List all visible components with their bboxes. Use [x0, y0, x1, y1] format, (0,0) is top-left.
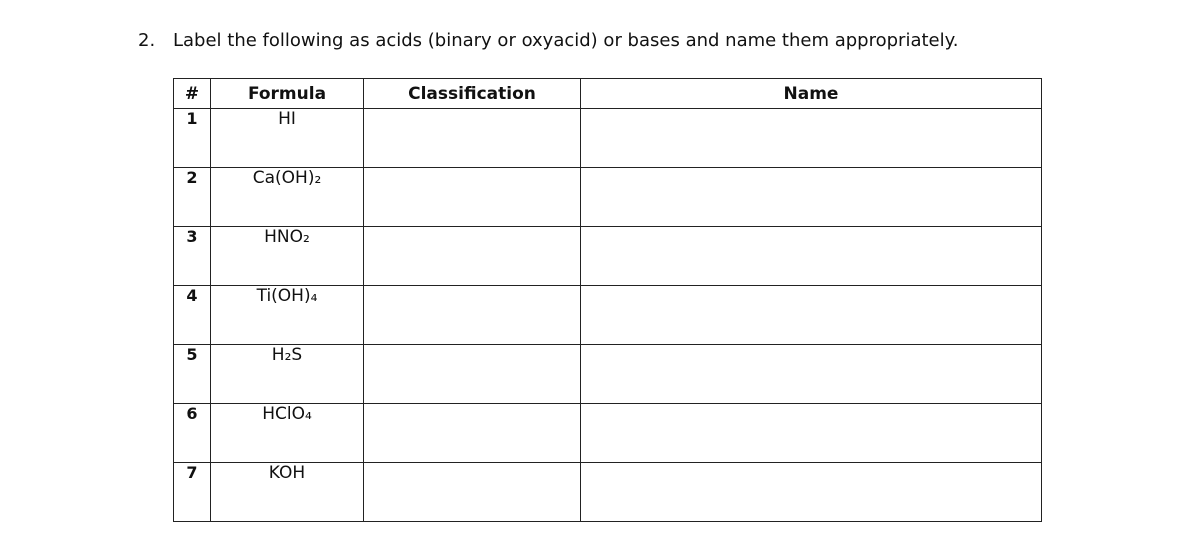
formula-text: Ti(OH)₄	[256, 286, 318, 306]
row-number: 4	[174, 286, 211, 345]
question-prompt	[138, 29, 958, 53]
formula-text: H₂S	[271, 345, 303, 365]
formula-cell	[211, 463, 364, 522]
row-number: 1	[174, 109, 211, 168]
name-cell[interactable]	[581, 345, 1042, 404]
table-row	[174, 345, 1042, 404]
formula-text: Ca(OH)₂	[252, 168, 322, 188]
classification-cell[interactable]	[364, 463, 581, 522]
name-cell[interactable]	[581, 168, 1042, 227]
formula-text: HClO₄	[262, 404, 312, 424]
classification-cell[interactable]	[364, 227, 581, 286]
name-cell[interactable]	[581, 404, 1042, 463]
table-row	[174, 168, 1042, 227]
row-number: 7	[174, 463, 211, 522]
question-number: 2.	[138, 30, 156, 51]
acid-base-table	[173, 78, 1042, 522]
formula-cell	[211, 168, 364, 227]
header-number: #	[174, 79, 211, 109]
classification-cell[interactable]	[364, 109, 581, 168]
name-answer[interactable]	[581, 168, 1041, 226]
name-answer[interactable]	[581, 286, 1041, 344]
header-formula: Formula	[211, 79, 364, 109]
name-answer[interactable]	[581, 109, 1041, 167]
name-answer[interactable]	[581, 404, 1041, 462]
name-cell[interactable]	[581, 286, 1042, 345]
row-number: 2	[174, 168, 211, 227]
classification-cell[interactable]	[364, 404, 581, 463]
row-number: 6	[174, 404, 211, 463]
row-number: 5	[174, 345, 211, 404]
header-classification: Classification	[364, 79, 581, 109]
formula-cell	[211, 345, 364, 404]
question-text: Label the following as acids (binary or oxyacid) or bases and name them appropriately.	[173, 30, 959, 51]
formula-cell	[211, 109, 364, 168]
classification-answer[interactable]	[364, 404, 580, 462]
table-row	[174, 463, 1042, 522]
formula-cell	[211, 227, 364, 286]
formula-text: KOH	[268, 463, 306, 483]
classification-cell[interactable]	[364, 286, 581, 345]
name-cell[interactable]	[581, 227, 1042, 286]
formula-cell	[211, 286, 364, 345]
classification-cell[interactable]	[364, 345, 581, 404]
header-row	[174, 79, 1042, 109]
table-row	[174, 227, 1042, 286]
classification-answer[interactable]	[364, 109, 580, 167]
name-cell[interactable]	[581, 109, 1042, 168]
name-answer[interactable]	[581, 463, 1041, 521]
row-number: 3	[174, 227, 211, 286]
table-row	[174, 109, 1042, 168]
classification-answer[interactable]	[364, 463, 580, 521]
classification-answer[interactable]	[364, 168, 580, 226]
name-answer[interactable]	[581, 227, 1041, 285]
formula-text: HNO₂	[264, 227, 310, 247]
classification-answer[interactable]	[364, 345, 580, 403]
table-row	[174, 286, 1042, 345]
name-answer[interactable]	[581, 345, 1041, 403]
formula-cell	[211, 404, 364, 463]
classification-answer[interactable]	[364, 227, 580, 285]
classification-answer[interactable]	[364, 286, 580, 344]
header-name: Name	[581, 79, 1042, 109]
classification-cell[interactable]	[364, 168, 581, 227]
name-cell[interactable]	[581, 463, 1042, 522]
formula-text: HI	[278, 109, 296, 129]
table-row	[174, 404, 1042, 463]
